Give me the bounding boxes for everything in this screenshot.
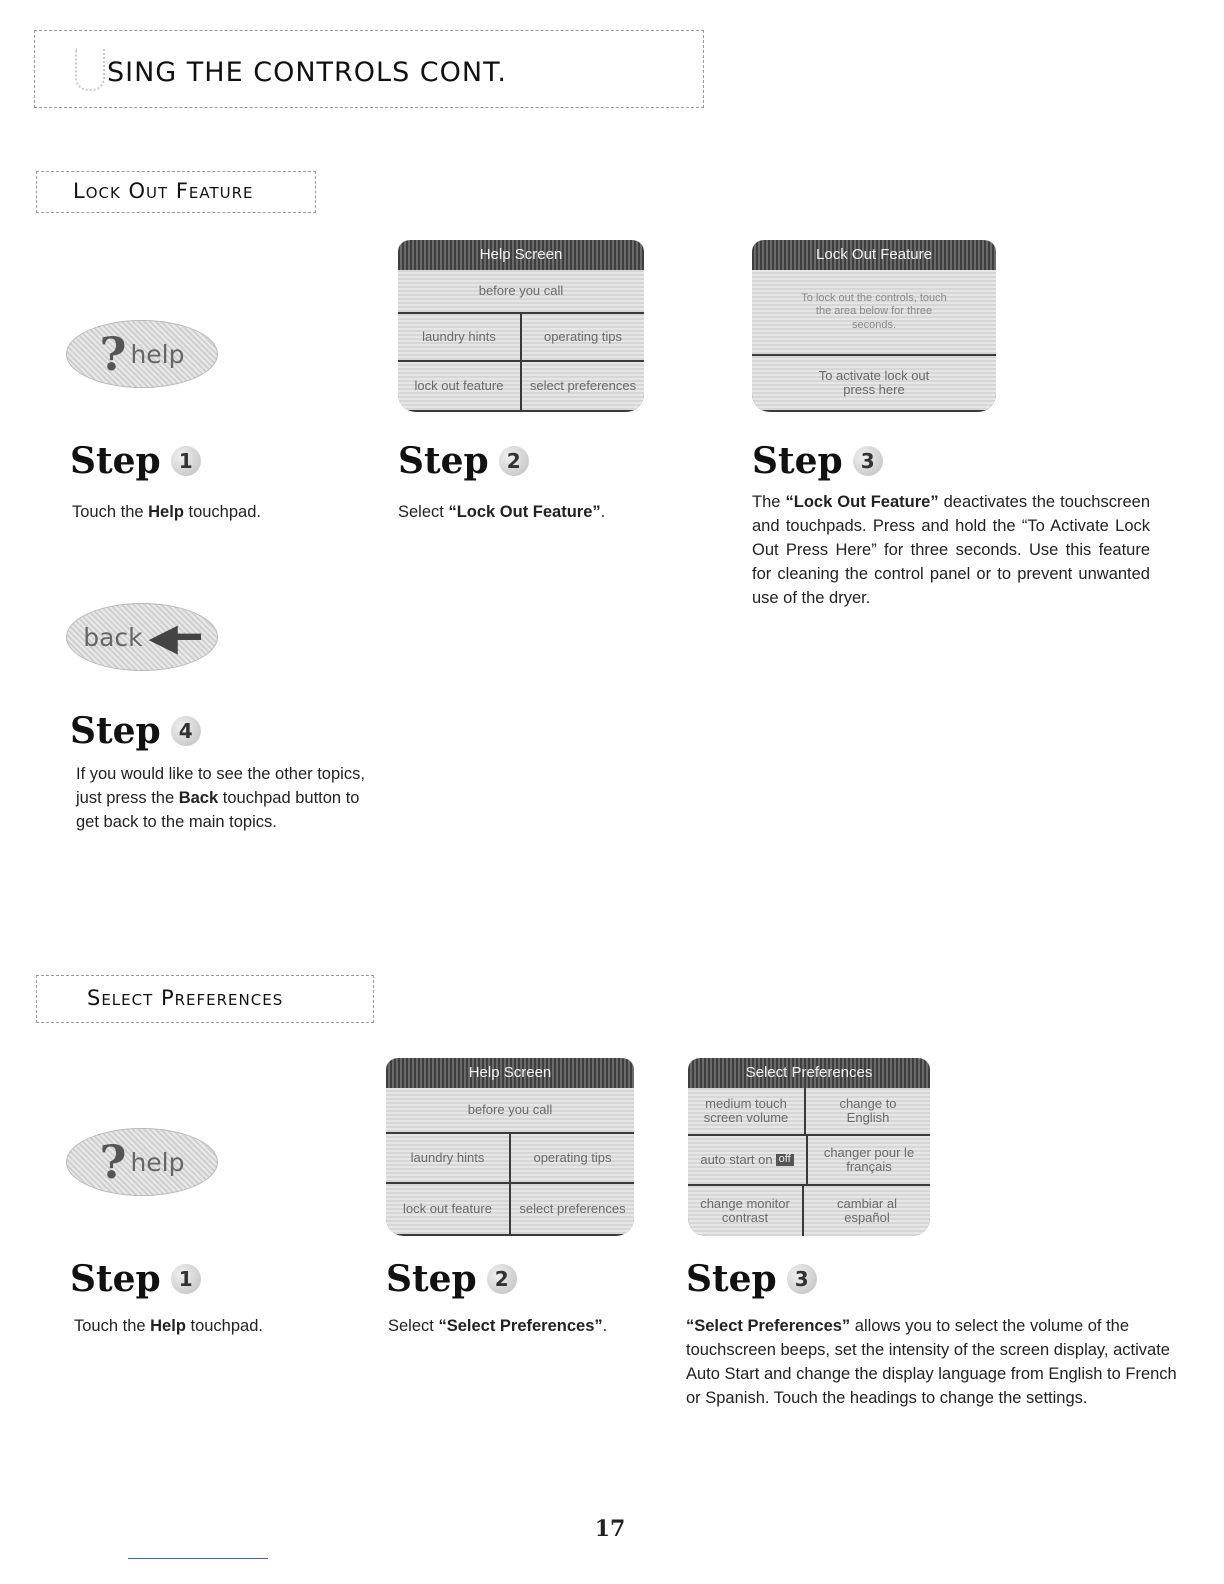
back-touchpad[interactable] xyxy=(66,603,218,671)
lockout-step-4-text: If you would like to see the other topics, just press the Back touchpad button to get back to the main topics. xyxy=(76,765,365,831)
step-label: Step xyxy=(70,710,161,752)
prefs-step-3-heading xyxy=(686,1258,817,1300)
screen-row xyxy=(386,1182,634,1234)
contrast-setting-button[interactable]: change monitor contrast xyxy=(700,1196,790,1225)
prefs-step-1-heading xyxy=(70,1258,201,1300)
off-indicator: off xyxy=(776,1154,794,1166)
screen-row xyxy=(752,270,996,354)
french-language-button[interactable]: changer pour le français xyxy=(806,1136,930,1184)
volume-setting-button[interactable]: medium touch screen volume xyxy=(703,1096,789,1125)
prefs-step-1-text: Touch the Help touchpad. xyxy=(74,1317,263,1335)
step-number-icon: 1 xyxy=(171,1264,201,1294)
screen-row xyxy=(688,1134,930,1184)
step-label: Step xyxy=(752,440,843,482)
screen-row xyxy=(398,312,644,360)
screen-row xyxy=(752,354,996,410)
lockout-step-4-heading xyxy=(70,710,201,752)
operating-tips-button[interactable]: operating tips xyxy=(520,314,644,360)
before-you-call-button[interactable]: before you call xyxy=(467,1102,553,1118)
screen-row xyxy=(386,1088,634,1132)
lock-out-screen-panel xyxy=(752,240,996,412)
lockout-step-1-text: Touch the Help touchpad. xyxy=(72,503,261,521)
help-touchpad-label: help xyxy=(130,1147,185,1177)
help-screen-title: Help Screen xyxy=(398,240,644,270)
select-preferences-button[interactable]: select preferences xyxy=(509,1184,634,1234)
help-screen-panel xyxy=(386,1058,634,1236)
prefs-step-3-text: “Select Preferences” allows you to select the volume of the touchscreen beeps, set the intensity of the screen display, activate Auto Start and change the display language from English to French or Spanish. Touch the headings to change the settings. xyxy=(686,1317,1177,1407)
section-label-select-preferences xyxy=(36,975,374,1023)
help-touchpad[interactable] xyxy=(66,1128,218,1196)
help-touchpad-label: help xyxy=(130,339,185,369)
screen-row xyxy=(386,1132,634,1182)
help-touchpad[interactable] xyxy=(66,320,218,388)
help-screen-title: Help Screen xyxy=(386,1058,634,1088)
step-label: Step xyxy=(70,440,161,482)
lock-out-instruction: To lock out the controls, touch the area below for three seconds. xyxy=(801,292,947,331)
back-touchpad-label: back xyxy=(83,622,143,652)
section-title: Select Preferences xyxy=(87,986,284,1010)
operating-tips-button[interactable]: operating tips xyxy=(509,1134,634,1182)
page-header xyxy=(34,30,704,108)
step-number-icon: 2 xyxy=(499,446,529,476)
select-preferences-screen-title: Select Preferences xyxy=(688,1058,930,1088)
screen-row xyxy=(398,270,644,312)
step-number-icon: 2 xyxy=(487,1264,517,1294)
lockout-step-2-heading xyxy=(398,440,529,482)
section-title: Lock Out Feature xyxy=(73,179,254,203)
dropcap-decoration xyxy=(75,49,105,91)
prefs-step-2-text: Select “Select Preferences”. xyxy=(388,1317,608,1335)
screen-row xyxy=(688,1088,930,1134)
select-preferences-button[interactable]: select preferences xyxy=(520,362,644,410)
screen-row xyxy=(688,1184,930,1236)
select-preferences-screen-panel xyxy=(688,1058,930,1236)
step-number-icon: 4 xyxy=(171,716,201,746)
left-arrow-icon: ◀━ xyxy=(148,615,201,659)
footer-rule xyxy=(128,1558,268,1559)
lockout-step-1-heading xyxy=(70,440,201,482)
step-number-icon: 3 xyxy=(787,1264,817,1294)
lock-out-screen-title: Lock Out Feature xyxy=(752,240,996,270)
step-number-icon: 1 xyxy=(171,446,201,476)
laundry-hints-button[interactable]: laundry hints xyxy=(410,1150,485,1166)
prefs-step-2-heading xyxy=(386,1258,517,1300)
page-title: SING THE CONTROLS CONT. xyxy=(107,57,507,88)
lockout-step-3-heading xyxy=(752,440,883,482)
step-label: Step xyxy=(686,1258,777,1300)
auto-start-button[interactable] xyxy=(688,1136,806,1184)
help-screen-panel xyxy=(398,240,644,412)
before-you-call-button[interactable]: before you call xyxy=(478,283,564,299)
english-language-button[interactable]: change to English xyxy=(804,1088,930,1134)
section-label-lock-out xyxy=(36,171,316,213)
page-number: 17 xyxy=(594,1516,626,1542)
lockout-step-2-text: Select “Lock Out Feature”. xyxy=(398,503,606,521)
screen-row xyxy=(398,360,644,410)
auto-start-label: auto start on xyxy=(700,1152,773,1168)
step-label: Step xyxy=(70,1258,161,1300)
step-label: Step xyxy=(386,1258,477,1300)
activate-lock-out-button[interactable]: To activate lock out press here xyxy=(818,368,930,397)
lock-out-feature-button[interactable]: lock out feature xyxy=(414,378,504,394)
step-label: Step xyxy=(398,440,489,482)
question-mark-icon: ? xyxy=(99,1135,127,1189)
laundry-hints-button[interactable]: laundry hints xyxy=(422,329,496,345)
step-number-icon: 3 xyxy=(853,446,883,476)
question-mark-icon: ? xyxy=(99,327,127,381)
lockout-step-3-text: The “Lock Out Feature” deactivates the touchscreen and touchpads. Press and hold the “To Activate Lock Out Press Here” for three seconds. Use this feature for cleaning the control panel or to prevent unwanted use of the dryer. xyxy=(752,493,1150,607)
spanish-language-button[interactable]: cambiar al español xyxy=(802,1186,930,1236)
lock-out-feature-button[interactable]: lock out feature xyxy=(403,1201,492,1217)
